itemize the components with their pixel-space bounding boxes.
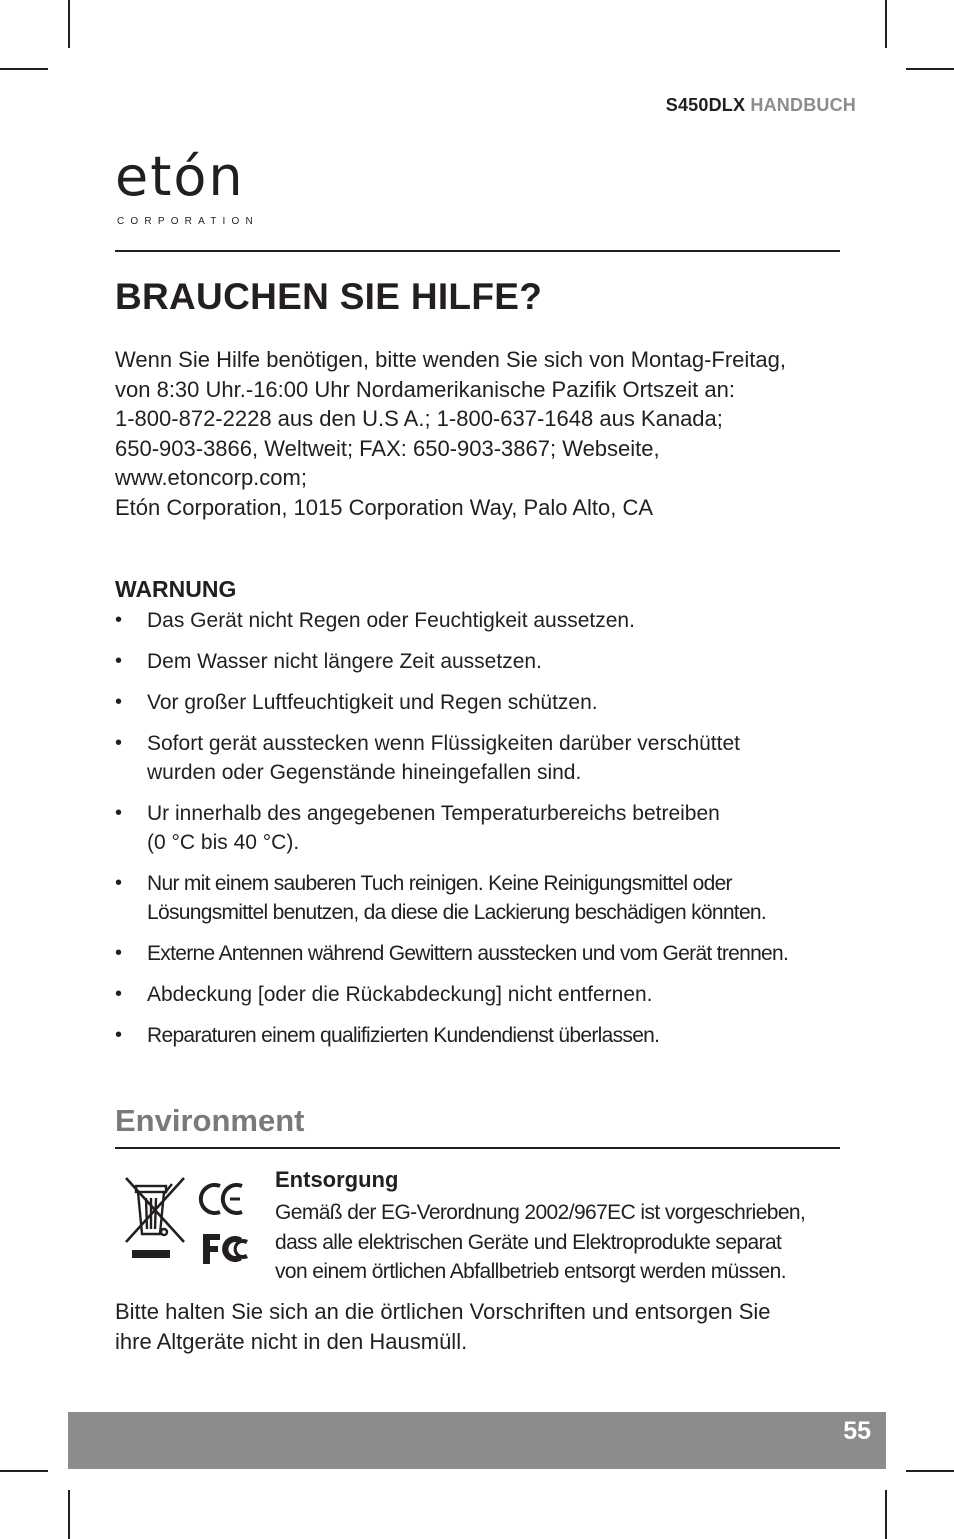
company-logo	[115, 145, 259, 232]
bullet-icon: •	[115, 942, 122, 964]
disposal-line: dass alle elektrischen Geräte und Elektroprodukte separat	[275, 1230, 782, 1254]
logo-subline: CORPORATION	[117, 216, 259, 227]
disposal-line: von einem örtlichen Abfallbetrieb entsorgt werden müssen.	[275, 1260, 786, 1283]
list-item-text: Lösungsmittel benutzen, da diese die Lackierung beschädigen könnten.	[147, 901, 767, 924]
running-header	[666, 95, 856, 116]
list-item	[115, 688, 845, 717]
list-item	[115, 799, 845, 857]
list-item	[115, 1021, 845, 1050]
logo-wordmark: etón	[115, 145, 245, 208]
footer-bar	[68, 1412, 886, 1469]
list-item-text: Dem Wasser nicht längere Zeit aussetzen.	[147, 650, 542, 673]
list-item-text: wurden oder Gegenstände hineingefallen sind.	[147, 761, 582, 784]
closing-paragraph	[115, 1297, 845, 1356]
environment-divider	[115, 1147, 840, 1149]
help-line: 650-903-3866, Weltweit; FAX: 650-903-3867; Webseite,	[115, 435, 660, 461]
list-item-text: Reparaturen einem qualifizierten Kundendienst überlassen.	[147, 1024, 660, 1047]
help-line: Wenn Sie Hilfe benötigen, bitte wenden Sie sich von Montag-Freitag,	[115, 347, 786, 372]
crop-mark	[906, 68, 954, 70]
compliance-symbols	[118, 1172, 258, 1272]
list-item-text: Ur innerhalb des angegebenen Temperaturbereichs betreiben	[147, 802, 720, 825]
environment-title: Environment	[115, 1103, 305, 1138]
bullet-icon: •	[115, 802, 123, 824]
help-line: von 8:30 Uhr.-16:00 Uhr Nordamerikanische Pazifik Ortszeit an:	[115, 376, 735, 402]
list-item	[115, 729, 845, 787]
help-line: Etón Corporation, 1015 Corporation Way, Palo Alto, CA	[115, 494, 654, 520]
bullet-icon: •	[115, 650, 123, 672]
crop-mark	[885, 1490, 887, 1539]
document-type: HANDBUCH	[750, 95, 856, 115]
list-item-text: Externe Antennen während Gewittern ausstecken und vom Gerät trennen.	[147, 942, 789, 965]
disposal-text	[275, 1198, 845, 1287]
help-line: 1-800-872-2228 aus den U.S A.; 1-800-637-1648 aus Kanada;	[115, 406, 723, 431]
bullet-icon: •	[115, 609, 123, 631]
page-number: 55	[843, 1417, 871, 1445]
crop-mark	[906, 1470, 954, 1472]
warning-title: WARNUNG	[115, 576, 237, 602]
crop-mark	[68, 0, 70, 48]
top-divider	[115, 250, 840, 252]
bullet-icon: •	[115, 732, 123, 754]
crop-mark	[0, 1470, 48, 1472]
help-paragraph	[115, 345, 845, 522]
list-item	[115, 606, 845, 635]
list-item	[115, 939, 845, 968]
weee-crossed-bin-icon	[126, 1178, 184, 1258]
disposal-title: Entsorgung	[275, 1167, 399, 1192]
closing-line: ihre Altgeräte nicht in den Hausmüll.	[115, 1328, 468, 1354]
disposal-line: Gemäß der EG-Verordnung 2002/967EC ist vorgeschrieben,	[275, 1201, 806, 1224]
list-item-text: (0 °C bis 40 °C).	[147, 831, 300, 854]
list-item-text: Vor großer Luftfeuchtigkeit und Regen schützen.	[147, 691, 598, 714]
bullet-icon: •	[115, 691, 123, 713]
help-line: www.etoncorp.com;	[115, 465, 307, 490]
bullet-icon: •	[115, 983, 123, 1005]
crop-mark	[885, 0, 887, 48]
page-title: BRAUCHEN SIE HILFE?	[115, 276, 543, 317]
crop-mark	[0, 68, 48, 70]
warning-list	[115, 606, 845, 1062]
list-item	[115, 980, 845, 1009]
list-item	[115, 647, 845, 676]
fcc-mark-icon	[203, 1234, 248, 1264]
list-item	[115, 869, 845, 927]
list-item-text: Nur mit einem sauberen Tuch reinigen. Keine Reinigungsmittel oder	[147, 872, 732, 895]
crop-mark	[68, 1490, 70, 1539]
list-item-text: Das Gerät nicht Regen oder Feuchtigkeit aussetzen.	[147, 609, 635, 632]
ce-mark-icon	[201, 1185, 242, 1213]
bullet-icon: •	[115, 872, 122, 894]
closing-line: Bitte halten Sie sich an die örtlichen Vorschriften und entsorgen Sie	[115, 1299, 771, 1324]
list-item-text: Abdeckung [oder die Rückabdeckung] nicht entfernen.	[147, 983, 653, 1006]
bullet-icon: •	[115, 1024, 122, 1046]
model-name: S450DLX	[665, 95, 746, 115]
list-item-text: Sofort gerät ausstecken wenn Flüssigkeiten darüber verschüttet	[147, 732, 740, 755]
